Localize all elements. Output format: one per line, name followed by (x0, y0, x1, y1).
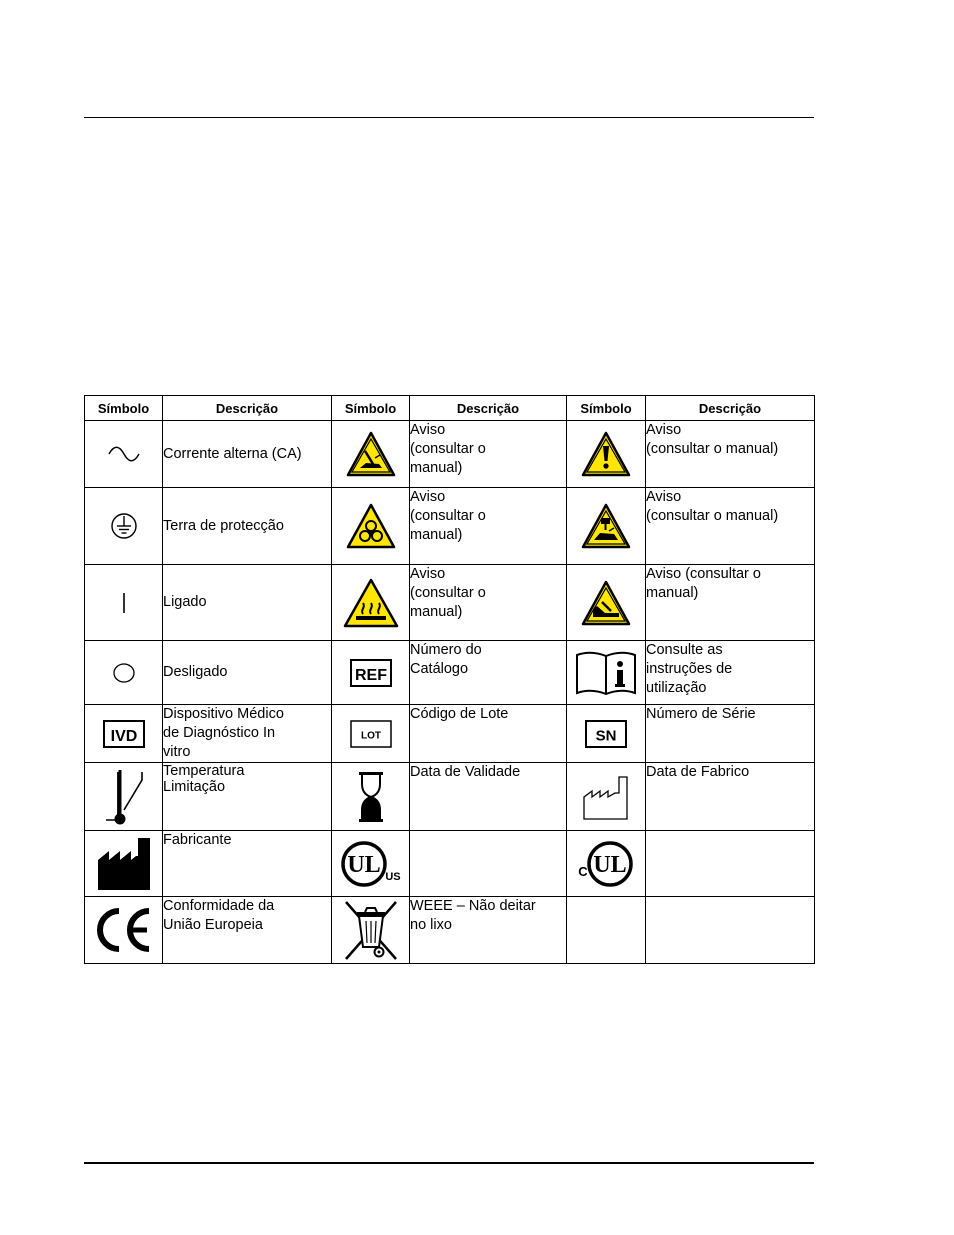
header-description-3: Descrição (646, 396, 815, 421)
svg-text:LOT: LOT (360, 730, 381, 741)
header-symbol-1: Símbolo (85, 396, 163, 421)
protective-earth-icon (85, 488, 163, 565)
ce-mark-icon (85, 897, 163, 964)
warning-exclamation-icon (567, 421, 646, 488)
symbols-table (84, 395, 815, 964)
ac-sine-icon (85, 421, 163, 488)
warning-crush-icon (567, 488, 646, 565)
empty-cell (567, 897, 646, 964)
table-row: Desligado REF Número do Catálogo Consulte as instruções de utilização (85, 641, 815, 705)
hot-surface-icon (332, 565, 410, 641)
ref-catalog-icon (332, 641, 410, 705)
table-header-row (85, 396, 815, 421)
hourglass-expiry-icon (332, 763, 410, 831)
svg-text:UL: UL (346, 851, 381, 878)
serial-number-icon (567, 705, 646, 763)
empty-cell (646, 897, 815, 964)
table-row: Conformidade da União Europeia WEEE – Não deitar no lixo (85, 897, 815, 964)
table-row: Ligado Aviso (consultar o manual) Aviso (consultar o manual) (85, 565, 815, 641)
manufacturer-icon (85, 831, 163, 897)
c-ul-mark-icon (567, 831, 646, 897)
table-row: Terra de protecção Aviso (consultar o manual) Aviso (consultar o manual) (85, 488, 815, 565)
svg-text:UL: UL (593, 851, 627, 878)
svg-text:C: C (578, 863, 588, 879)
svg-text:US: US (384, 870, 401, 883)
table-row: Fabricante UL US C UL (85, 831, 815, 897)
svg-text:IVD: IVD (110, 727, 137, 745)
footer-rule (84, 1162, 814, 1164)
weee-bin-icon (332, 897, 410, 964)
header-description-1: Descrição (163, 396, 332, 421)
svg-text:REF: REF (354, 666, 387, 684)
table-row: Temperatura Limitação Data de Validade Data de Fabrico (85, 763, 815, 831)
power-off-icon (85, 641, 163, 705)
lot-code-icon (332, 705, 410, 763)
instructions-for-use-icon (567, 641, 646, 705)
header-description-2: Descrição (410, 396, 567, 421)
power-on-icon (85, 565, 163, 641)
table-row: Corrente alterna (CA) Aviso (consultar o manual) Aviso (consultar o manual) (85, 421, 815, 488)
header-symbol-2: Símbolo (332, 396, 410, 421)
svg-text:SN: SN (595, 727, 617, 744)
ul-us-mark-icon (332, 831, 410, 897)
biohazard-icon (332, 488, 410, 565)
ivd-icon (85, 705, 163, 763)
header-symbol-3: Símbolo (567, 396, 646, 421)
manufacture-date-icon (567, 763, 646, 831)
warning-pinch-icon (567, 565, 646, 641)
table-row: IVD Dispositivo Médico de Diagnóstico In vitro LOT Código de Lote SN Número de Série (85, 705, 815, 763)
header-rule (84, 117, 814, 118)
warning-puncture-icon (332, 421, 410, 488)
temperature-limit-icon (85, 763, 163, 831)
